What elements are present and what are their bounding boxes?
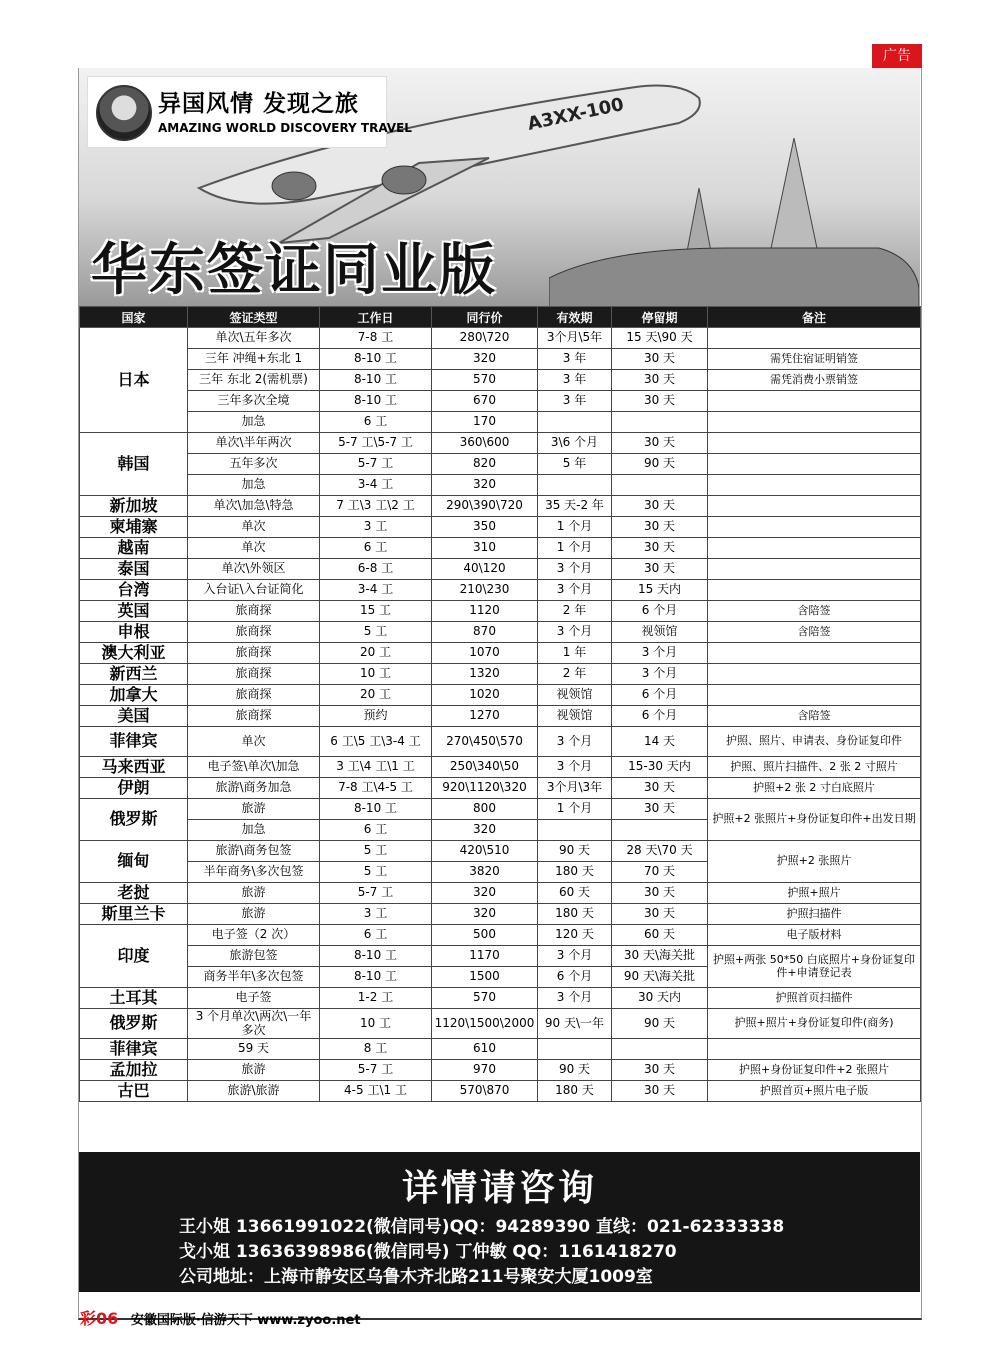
- header-visa-type: 签证类型: [188, 307, 320, 328]
- cell-price: 420\510: [432, 841, 538, 862]
- page-title: 华东签证同业版: [91, 238, 497, 303]
- cell-notes: [708, 496, 921, 517]
- cell-visa-type: 旅商探: [188, 643, 320, 664]
- cell-visa-type: 旅商探: [188, 622, 320, 643]
- page-number: 彩06: [80, 1309, 119, 1328]
- cell-country: 俄罗斯: [80, 1009, 188, 1039]
- cell-workdays: 3 工: [320, 904, 432, 925]
- cell-visa-type: 加急: [188, 820, 320, 841]
- table-row: [80, 433, 921, 454]
- cell-country: 新西兰: [80, 664, 188, 685]
- cell-notes: 护照+身份证复印件+2 张照片: [708, 1060, 921, 1081]
- cell-stay: [612, 412, 708, 433]
- cell-workdays: 3-4 工: [320, 475, 432, 496]
- cell-stay: 30 天: [612, 517, 708, 538]
- contact-title: 详情请咨询: [401, 1168, 597, 1209]
- table-row: [80, 727, 921, 757]
- cell-stay: 6 个月: [612, 706, 708, 727]
- cell-workdays: 6 工: [320, 412, 432, 433]
- cell-price: 320: [432, 349, 538, 370]
- cell-workdays: 6 工: [320, 538, 432, 559]
- cell-price: 1070: [432, 643, 538, 664]
- cell-workdays: 8-10 工: [320, 967, 432, 988]
- cell-validity: 60 天: [538, 883, 612, 904]
- cell-validity: 180 天: [538, 862, 612, 883]
- cell-country: 菲律宾: [80, 727, 188, 757]
- cell-visa-type: 单次: [188, 727, 320, 757]
- table-row: [80, 1009, 921, 1039]
- table-row: [80, 391, 921, 412]
- cell-visa-type: 电子签: [188, 988, 320, 1009]
- cell-visa-type: 电子签（2 次）: [188, 925, 320, 946]
- table-row: [80, 664, 921, 685]
- cell-workdays: 10 工: [320, 664, 432, 685]
- cell-notes: 含陪签: [708, 601, 921, 622]
- cell-country: 印度: [80, 925, 188, 988]
- table-row: [80, 706, 921, 727]
- cell-price: 970: [432, 1060, 538, 1081]
- table-row: [80, 412, 921, 433]
- cell-country: 日本: [80, 328, 188, 433]
- cell-notes: 需凭消费小票销签: [708, 370, 921, 391]
- cell-country: 古巴: [80, 1081, 188, 1102]
- cell-workdays: 5 工: [320, 841, 432, 862]
- contact-line-1: 王小姐 13661991022(微信同号)QQ：94289390 直线：021-62333338: [179, 1217, 785, 1237]
- table-row: [80, 496, 921, 517]
- cell-visa-type: 旅游: [188, 799, 320, 820]
- cell-validity: 90 天: [538, 1060, 612, 1081]
- cell-visa-type: 旅游: [188, 883, 320, 904]
- cell-price: 3820: [432, 862, 538, 883]
- cell-notes: [708, 1039, 921, 1060]
- cell-price: 1270: [432, 706, 538, 727]
- cell-stay: [612, 820, 708, 841]
- contact-footer: [79, 1152, 920, 1292]
- cell-stay: 30 天: [612, 496, 708, 517]
- cell-stay: 60 天: [612, 925, 708, 946]
- cell-stay: 视领馆: [612, 622, 708, 643]
- cell-workdays: 15 工: [320, 601, 432, 622]
- cell-visa-type: 单次: [188, 517, 320, 538]
- cell-stay: 3 个月: [612, 643, 708, 664]
- cell-visa-type: 旅游: [188, 1060, 320, 1081]
- cell-notes: 护照+2 张 2 寸白底照片: [708, 778, 921, 799]
- table-row: [80, 538, 921, 559]
- logo-emblem-icon: [96, 85, 152, 141]
- cell-price: 310: [432, 538, 538, 559]
- cell-workdays: 8-10 工: [320, 370, 432, 391]
- cell-country: 美国: [80, 706, 188, 727]
- cell-stay: 6 个月: [612, 601, 708, 622]
- cell-workdays: 3-4 工: [320, 580, 432, 601]
- cell-price: 320: [432, 475, 538, 496]
- cell-stay: 15 天内: [612, 580, 708, 601]
- cell-notes: [708, 328, 921, 349]
- cell-stay: 30 天: [612, 1060, 708, 1081]
- cell-workdays: 5-7 工\5-7 工: [320, 433, 432, 454]
- table-row: [80, 988, 921, 1009]
- cell-visa-type: 旅商探: [188, 664, 320, 685]
- cell-stay: 30 天: [612, 778, 708, 799]
- cell-price: 280\720: [432, 328, 538, 349]
- cell-validity: 3个月\3年: [538, 778, 612, 799]
- cell-price: 210\230: [432, 580, 538, 601]
- table-row: [80, 643, 921, 664]
- company-address: 公司地址：上海市静安区乌鲁木齐北路211号聚安大厦1009室: [179, 1267, 653, 1287]
- cell-workdays: 6 工\5 工\3-4 工: [320, 727, 432, 757]
- cell-visa-type: 旅游包签: [188, 946, 320, 967]
- cell-validity: 5 年: [538, 454, 612, 475]
- cell-country: 孟加拉: [80, 1060, 188, 1081]
- cell-country: 越南: [80, 538, 188, 559]
- cell-stay: 30 天: [612, 1081, 708, 1102]
- cell-validity: 2 年: [538, 601, 612, 622]
- table-row: [80, 622, 921, 643]
- cell-country: 老挝: [80, 883, 188, 904]
- cell-workdays: 20 工: [320, 643, 432, 664]
- cell-stay: 30 天: [612, 349, 708, 370]
- cell-validity: 6 个月: [538, 967, 612, 988]
- cell-validity: 3 个月: [538, 559, 612, 580]
- cell-price: 500: [432, 925, 538, 946]
- cell-workdays: 8-10 工: [320, 391, 432, 412]
- cell-stay: 30 天: [612, 904, 708, 925]
- cell-price: 40\120: [432, 559, 538, 580]
- cell-workdays: 8 工: [320, 1039, 432, 1060]
- cell-price: 290\390\720: [432, 496, 538, 517]
- cell-price: 800: [432, 799, 538, 820]
- cell-notes: 护照+照片+身份证复印件(商务): [708, 1009, 921, 1039]
- cell-validity: 1 个月: [538, 538, 612, 559]
- cell-visa-type: 三年多次全境: [188, 391, 320, 412]
- cell-workdays: 6-8 工: [320, 559, 432, 580]
- cell-validity: 3 个月: [538, 727, 612, 757]
- cell-workdays: 20 工: [320, 685, 432, 706]
- header-price: 同行价: [432, 307, 538, 328]
- cell-validity: [538, 1039, 612, 1060]
- cell-workdays: 7-8 工: [320, 328, 432, 349]
- cell-workdays: 6 工: [320, 925, 432, 946]
- cell-validity: 3 年: [538, 370, 612, 391]
- ad-tag: 广告: [872, 44, 922, 68]
- table-row: [80, 349, 921, 370]
- cell-country: 泰国: [80, 559, 188, 580]
- cell-country: 台湾: [80, 580, 188, 601]
- contact-line-2: 戈小姐 13636398986(微信同号) 丁仲敏 QQ：1161418270: [179, 1242, 677, 1262]
- cell-visa-type: 旅商探: [188, 706, 320, 727]
- cell-notes: 护照+2 张照片: [708, 841, 921, 883]
- cell-workdays: 预约: [320, 706, 432, 727]
- cell-stay: [612, 1039, 708, 1060]
- cell-stay: 15 天\90 天: [612, 328, 708, 349]
- cell-country: 马来西亚: [80, 757, 188, 778]
- cell-price: 870: [432, 622, 538, 643]
- header-stay: 停留期: [612, 307, 708, 328]
- table-row: [80, 1081, 921, 1102]
- cell-validity: 1 个月: [538, 517, 612, 538]
- cell-price: 1120\1500\2000: [432, 1009, 538, 1039]
- cell-visa-type: 商务半年\多次包签: [188, 967, 320, 988]
- table-row: [80, 946, 921, 967]
- cell-notes: 护照、照片扫描件、2 张 2 寸照片: [708, 757, 921, 778]
- cell-price: 820: [432, 454, 538, 475]
- cell-country: 斯里兰卡: [80, 904, 188, 925]
- visa-price-table: [79, 306, 921, 1102]
- cell-workdays: 8-10 工: [320, 946, 432, 967]
- cell-notes: 护照+照片: [708, 883, 921, 904]
- cell-visa-type: 旅游\商务加急: [188, 778, 320, 799]
- cell-workdays: 8-10 工: [320, 349, 432, 370]
- cell-stay: 6 个月: [612, 685, 708, 706]
- table-row: [80, 757, 921, 778]
- table-row: [80, 841, 921, 862]
- cell-validity: 180 天: [538, 904, 612, 925]
- cell-workdays: 5-7 工: [320, 883, 432, 904]
- cell-notes: [708, 643, 921, 664]
- table-header-row: [80, 307, 921, 328]
- cell-stay: [612, 475, 708, 496]
- cell-country: 土耳其: [80, 988, 188, 1009]
- logo-text-en: AMAZING WORLD DISCOVERY TRAVEL: [158, 121, 412, 135]
- cell-country: 柬埔寨: [80, 517, 188, 538]
- cell-visa-type: 59 天: [188, 1039, 320, 1060]
- cell-notes: [708, 580, 921, 601]
- cell-price: 320: [432, 820, 538, 841]
- cell-visa-type: 三年 东北 2(需机票): [188, 370, 320, 391]
- cell-validity: [538, 820, 612, 841]
- cell-validity: 3 年: [538, 391, 612, 412]
- cell-notes: 含陪签: [708, 706, 921, 727]
- cell-price: 610: [432, 1039, 538, 1060]
- table-row: [80, 883, 921, 904]
- cell-price: 1500: [432, 967, 538, 988]
- cell-visa-type: 旅游\商务包签: [188, 841, 320, 862]
- cell-validity: 1 个月: [538, 799, 612, 820]
- header-validity: 有效期: [538, 307, 612, 328]
- cell-visa-type: 单次\外领区: [188, 559, 320, 580]
- cell-visa-type: 三年 冲绳+东北 1: [188, 349, 320, 370]
- cell-validity: 3 个月: [538, 757, 612, 778]
- cell-visa-type: 旅游: [188, 904, 320, 925]
- cell-stay: 30 天: [612, 559, 708, 580]
- cell-notes: [708, 685, 921, 706]
- cell-validity: 3\6 个月: [538, 433, 612, 454]
- table-row: [80, 1039, 921, 1060]
- table-row: [80, 580, 921, 601]
- cell-stay: 30 天: [612, 799, 708, 820]
- cell-validity: 视领馆: [538, 706, 612, 727]
- cell-workdays: 10 工: [320, 1009, 432, 1039]
- cell-stay: 90 天: [612, 1009, 708, 1039]
- cell-validity: 180 天: [538, 1081, 612, 1102]
- cell-visa-type: 旅商探: [188, 685, 320, 706]
- cell-notes: 护照首页+照片电子版: [708, 1081, 921, 1102]
- train-icon: [549, 238, 919, 306]
- cell-visa-type: 单次: [188, 538, 320, 559]
- cell-price: 570: [432, 370, 538, 391]
- cell-price: 1320: [432, 664, 538, 685]
- cell-notes: [708, 433, 921, 454]
- cell-validity: 90 天\一年: [538, 1009, 612, 1039]
- cell-workdays: 7 工\3 工\2 工: [320, 496, 432, 517]
- publication-line: 安徽国际版·信游天下 www.zyoo.net: [130, 1313, 361, 1328]
- cell-price: 1120: [432, 601, 538, 622]
- cell-notes: 护照首页扫描件: [708, 988, 921, 1009]
- cell-stay: 30 天: [612, 883, 708, 904]
- cell-workdays: 5-7 工: [320, 454, 432, 475]
- cell-stay: 30 天内: [612, 988, 708, 1009]
- cell-country: 英国: [80, 601, 188, 622]
- table-row: [80, 475, 921, 496]
- cell-price: 920\1120\320: [432, 778, 538, 799]
- cell-price: 350: [432, 517, 538, 538]
- cell-country: 新加坡: [80, 496, 188, 517]
- cell-notes: 护照扫描件: [708, 904, 921, 925]
- table-row: [80, 685, 921, 706]
- cell-country: 澳大利亚: [80, 643, 188, 664]
- header-country: 国家: [80, 307, 188, 328]
- cell-validity: 3 个月: [538, 946, 612, 967]
- cell-country: 俄罗斯: [80, 799, 188, 841]
- table-row: [80, 799, 921, 820]
- cell-workdays: 3 工\4 工\1 工: [320, 757, 432, 778]
- cell-stay: 3 个月: [612, 664, 708, 685]
- cell-price: 1170: [432, 946, 538, 967]
- svg-text:A3XX-100: A3XX-100: [525, 94, 626, 135]
- cell-notes: [708, 664, 921, 685]
- cell-notes: 护照、照片、申请表、身份证复印件: [708, 727, 921, 757]
- cell-notes: [708, 412, 921, 433]
- cell-price: 320: [432, 904, 538, 925]
- cell-visa-type: 半年商务\多次包签: [188, 862, 320, 883]
- cell-price: 570: [432, 988, 538, 1009]
- cell-notes: 含陪签: [708, 622, 921, 643]
- cell-validity: 3 个月: [538, 988, 612, 1009]
- header-workdays: 工作日: [320, 307, 432, 328]
- cell-visa-type: 单次\五年多次: [188, 328, 320, 349]
- cell-price: 1020: [432, 685, 538, 706]
- cell-notes: [708, 475, 921, 496]
- cell-visa-type: 旅游\旅游: [188, 1081, 320, 1102]
- cell-validity: 2 年: [538, 664, 612, 685]
- cell-workdays: 1-2 工: [320, 988, 432, 1009]
- cell-validity: 1 年: [538, 643, 612, 664]
- logo-text-cn: 异国风情 发现之旅: [158, 91, 360, 117]
- cell-visa-type: 电子签\单次\加急: [188, 757, 320, 778]
- cell-country: 伊朗: [80, 778, 188, 799]
- cell-price: 670: [432, 391, 538, 412]
- table-row: [80, 328, 921, 349]
- cell-visa-type: 加急: [188, 475, 320, 496]
- cell-country: 菲律宾: [80, 1039, 188, 1060]
- table-row: [80, 1060, 921, 1081]
- cell-notes: [708, 538, 921, 559]
- cell-workdays: 3 工: [320, 517, 432, 538]
- cell-country: 申根: [80, 622, 188, 643]
- cell-notes: [708, 454, 921, 475]
- cell-notes: [708, 517, 921, 538]
- cell-country: 缅甸: [80, 841, 188, 883]
- table-row: [80, 904, 921, 925]
- cell-validity: 视领馆: [538, 685, 612, 706]
- cell-price: 270\450\570: [432, 727, 538, 757]
- cell-stay: 30 天: [612, 370, 708, 391]
- cell-stay: 30 天: [612, 433, 708, 454]
- cell-notes: 护照+两张 50*50 白底照片+身份证复印件+申请登记表: [708, 946, 921, 988]
- banner: [79, 68, 920, 306]
- cell-workdays: 6 工: [320, 820, 432, 841]
- table-row: [80, 517, 921, 538]
- cell-price: 570\870: [432, 1081, 538, 1102]
- cell-validity: 3 年: [538, 349, 612, 370]
- cell-workdays: 4-5 工\1 工: [320, 1081, 432, 1102]
- table-row: [80, 370, 921, 391]
- cell-notes: [708, 559, 921, 580]
- cell-country: 韩国: [80, 433, 188, 496]
- cell-stay: 14 天: [612, 727, 708, 757]
- cell-stay: 90 天: [612, 454, 708, 475]
- cell-workdays: 5 工: [320, 862, 432, 883]
- table-row: [80, 778, 921, 799]
- cell-notes: [708, 391, 921, 412]
- cell-price: 360\600: [432, 433, 538, 454]
- cell-visa-type: 3 个月单次\两次\一年多次: [188, 1009, 320, 1039]
- cell-visa-type: 单次\加急\特急: [188, 496, 320, 517]
- cell-price: 320: [432, 883, 538, 904]
- cell-notes: 护照+2 张照片+身份证复印件+出发日期: [708, 799, 921, 841]
- cell-stay: 15-30 天内: [612, 757, 708, 778]
- page-footer: [80, 1306, 361, 1329]
- cell-validity: [538, 412, 612, 433]
- table-row: [80, 559, 921, 580]
- cell-price: 170: [432, 412, 538, 433]
- cell-visa-type: 五年多次: [188, 454, 320, 475]
- cell-stay: 30 天: [612, 391, 708, 412]
- table-row: [80, 454, 921, 475]
- cell-stay: 30 天\海关批: [612, 946, 708, 967]
- header-notes: 备注: [708, 307, 921, 328]
- cell-validity: [538, 475, 612, 496]
- cell-validity: 3个月\5年: [538, 328, 612, 349]
- cell-validity: 35 天-2 年: [538, 496, 612, 517]
- cell-validity: 3 个月: [538, 622, 612, 643]
- cell-visa-type: 单次\半年两次: [188, 433, 320, 454]
- cell-workdays: 5-7 工: [320, 1060, 432, 1081]
- cell-visa-type: 加急: [188, 412, 320, 433]
- cell-validity: 3 个月: [538, 580, 612, 601]
- table-row: [80, 925, 921, 946]
- cell-workdays: 8-10 工: [320, 799, 432, 820]
- cell-workdays: 5 工: [320, 622, 432, 643]
- cell-stay: 70 天: [612, 862, 708, 883]
- cell-visa-type: 入台证\入台证简化: [188, 580, 320, 601]
- cell-notes: 需凭住宿证明销签: [708, 349, 921, 370]
- cell-stay: 30 天: [612, 538, 708, 559]
- cell-validity: 90 天: [538, 841, 612, 862]
- cell-visa-type: 旅商探: [188, 601, 320, 622]
- cell-notes: 电子版材料: [708, 925, 921, 946]
- cell-validity: 120 天: [538, 925, 612, 946]
- cell-stay: 90 天\海关批: [612, 967, 708, 988]
- table-row: [80, 601, 921, 622]
- cell-workdays: 7-8 工\4-5 工: [320, 778, 432, 799]
- cell-stay: 28 天\70 天: [612, 841, 708, 862]
- cell-price: 250\340\50: [432, 757, 538, 778]
- logo: [87, 76, 412, 148]
- cell-country: 加拿大: [80, 685, 188, 706]
